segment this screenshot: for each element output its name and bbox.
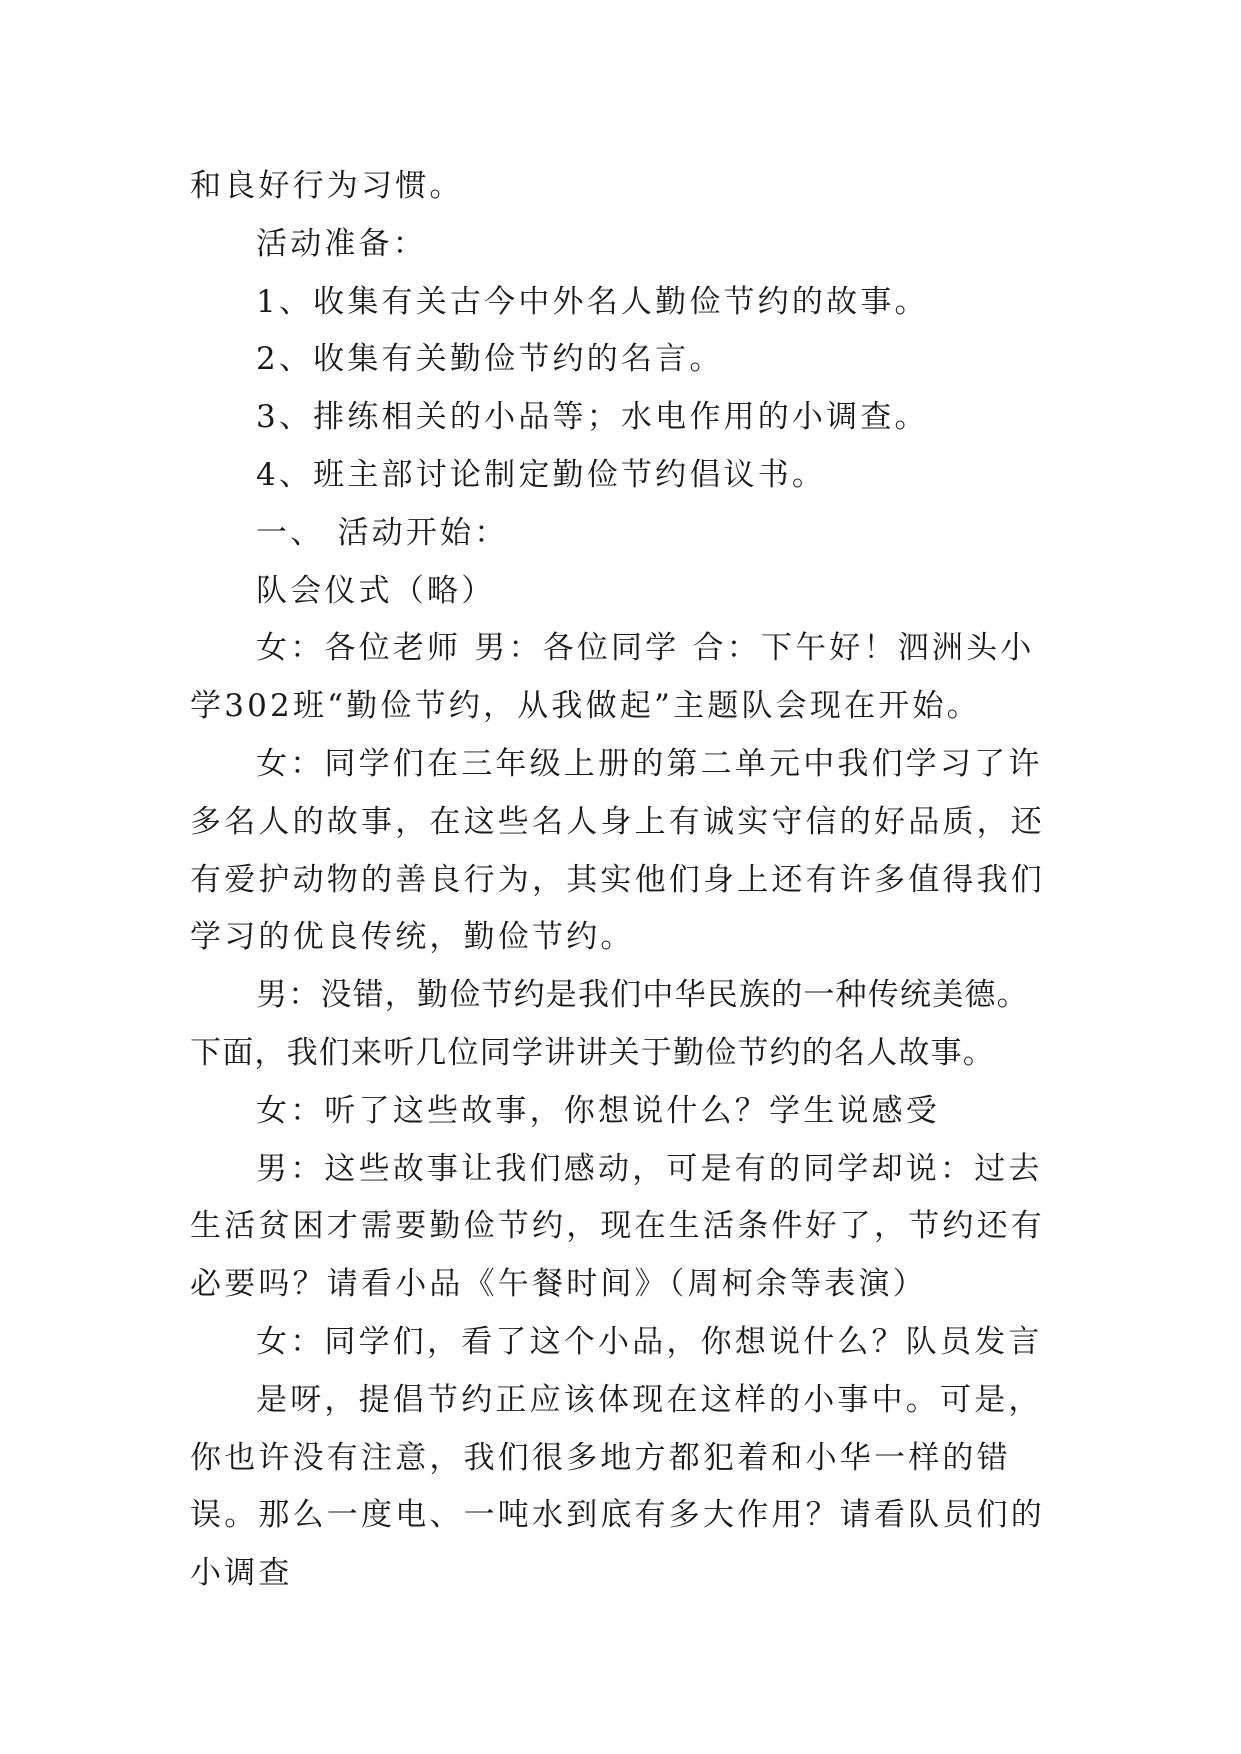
section-heading: 一、 活动开始：: [256, 514, 509, 551]
paragraph: 男：这些故事让我们感动，可是有的同学却说：过去生活贫困才需要勤俭节约，现在生活条件好了，节约还有必要吗？请看小品《午餐时间》（周柯余等表演）: [190, 1150, 1045, 1303]
paragraph: 活动准备：: [256, 225, 427, 262]
document-body: [190, 158, 1060, 1603]
paragraph: 是呀，提倡节约正应该体现在这样的小事中。可是，你也许没有注意，我们很多地方都犯着和小华一样的错误。那么一度电、一吨水到底有多大作用？请看队员们的小调查: [190, 1381, 1045, 1592]
paragraph: 女：同学们，看了这个小品，你想说什么？队员发言: [256, 1323, 1043, 1360]
paragraph: 女：各位老师 男：各位同学 合：下午好！泗洲头小学302班“勤俭节约，从我做起”主题队会现在开始。: [190, 630, 1035, 725]
paragraph: 4、班主部讨论制定勤俭节约倡议书。: [256, 456, 827, 493]
paragraph: 女：听了这些故事，你想说什么？学生说感受: [256, 1092, 940, 1129]
paragraph: 2、收集有关勤俭节约的名言。: [256, 341, 724, 378]
paragraph: 3、排练相关的小品等；水电作用的小调查。: [256, 399, 929, 436]
paragraph: 1、收集有关古今中外名人勤俭节约的故事。: [256, 283, 929, 320]
paragraph: 和良好行为习惯。: [190, 168, 464, 204]
paragraph: 队会仪式（略）: [256, 572, 496, 609]
paragraph: 女：同学们在三年级上册的第二单元中我们学习了许多名人的故事，在这些名人身上有诚实守信的好品质，还有爱护动物的善良行为，其实他们身上还有许多值得我们学习的优良传统，勤俭节约。: [190, 745, 1045, 956]
paragraph: 男：没错，勤俭节约是我们中华民族的一种传统美德。下面，我们来听几位同学讲讲关于勤俭节约的名人故事。: [190, 977, 1029, 1071]
